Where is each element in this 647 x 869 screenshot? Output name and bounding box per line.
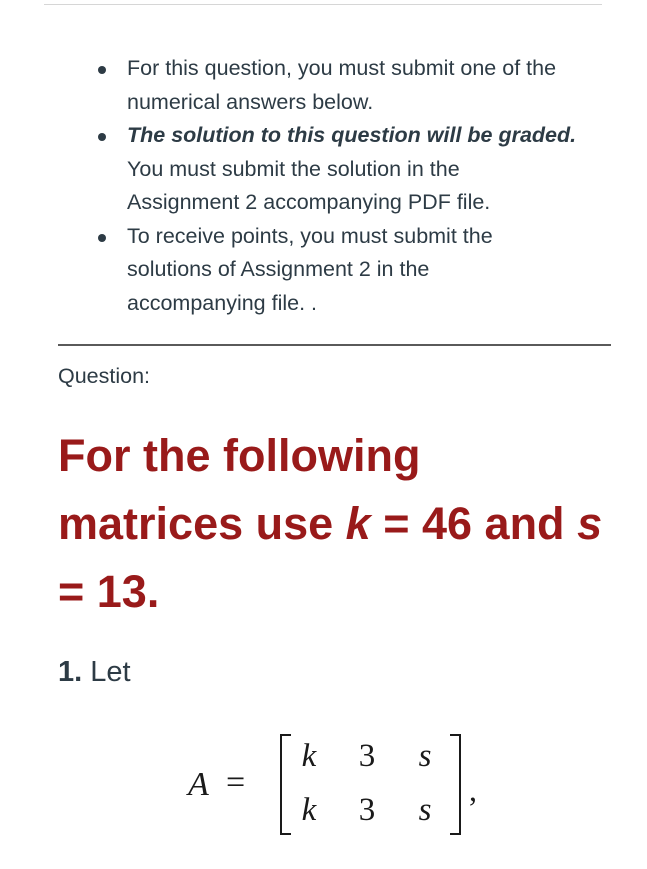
instruction-text: To receive points, you must submit the <box>127 223 493 248</box>
question-label: Question: <box>58 364 151 388</box>
instruction-list <box>94 52 624 320</box>
instruction-text: Assignment 2 accompanying PDF file. <box>127 190 491 214</box>
matrix-cell: 3 <box>358 792 376 828</box>
matrix-cell: s <box>418 792 432 828</box>
bullet-icon <box>98 133 106 141</box>
problem-text: Let <box>82 656 131 688</box>
instruction-text: numerical answers below. <box>127 89 374 114</box>
instruction-item <box>94 119 624 220</box>
matrix-equation <box>188 728 508 838</box>
matrix-cell: 3 <box>358 738 376 774</box>
problem-statement <box>58 656 131 689</box>
heading-line-2-prefix: matrices use <box>58 498 346 549</box>
matrix-cell: k <box>301 792 317 828</box>
right-bracket <box>450 734 461 835</box>
question-heading <box>58 422 628 626</box>
matrix-cell: s <box>418 738 432 774</box>
instruction-text: solutions of Assignment 2 in the <box>127 257 430 281</box>
instruction-text: accompanying file. . <box>127 290 318 315</box>
problem-number: 1. <box>58 656 83 688</box>
variable-s: s <box>577 498 603 549</box>
heading-line-1: For the following <box>58 430 421 481</box>
variable-k: k <box>345 498 371 549</box>
bullet-icon <box>98 234 106 242</box>
matrix-cell: k <box>301 738 317 774</box>
instruction-text: For this question, you must submit one of the <box>127 56 557 80</box>
matrix-name: A <box>188 766 209 803</box>
bullet-icon <box>98 66 106 74</box>
trailing-comma: , <box>469 772 477 808</box>
graded-notice: The solution to this question will be graded. <box>127 123 577 147</box>
instruction-item <box>94 52 624 119</box>
heading-line-3: = 13. <box>58 566 160 617</box>
equals-sign: = <box>226 764 246 801</box>
top-divider <box>44 4 602 5</box>
instruction-item <box>94 220 624 321</box>
heading-k-value: = 46 and <box>370 498 578 549</box>
left-bracket <box>280 734 291 835</box>
section-divider <box>58 344 611 346</box>
instruction-text: You must submit the solution in the <box>127 156 460 181</box>
